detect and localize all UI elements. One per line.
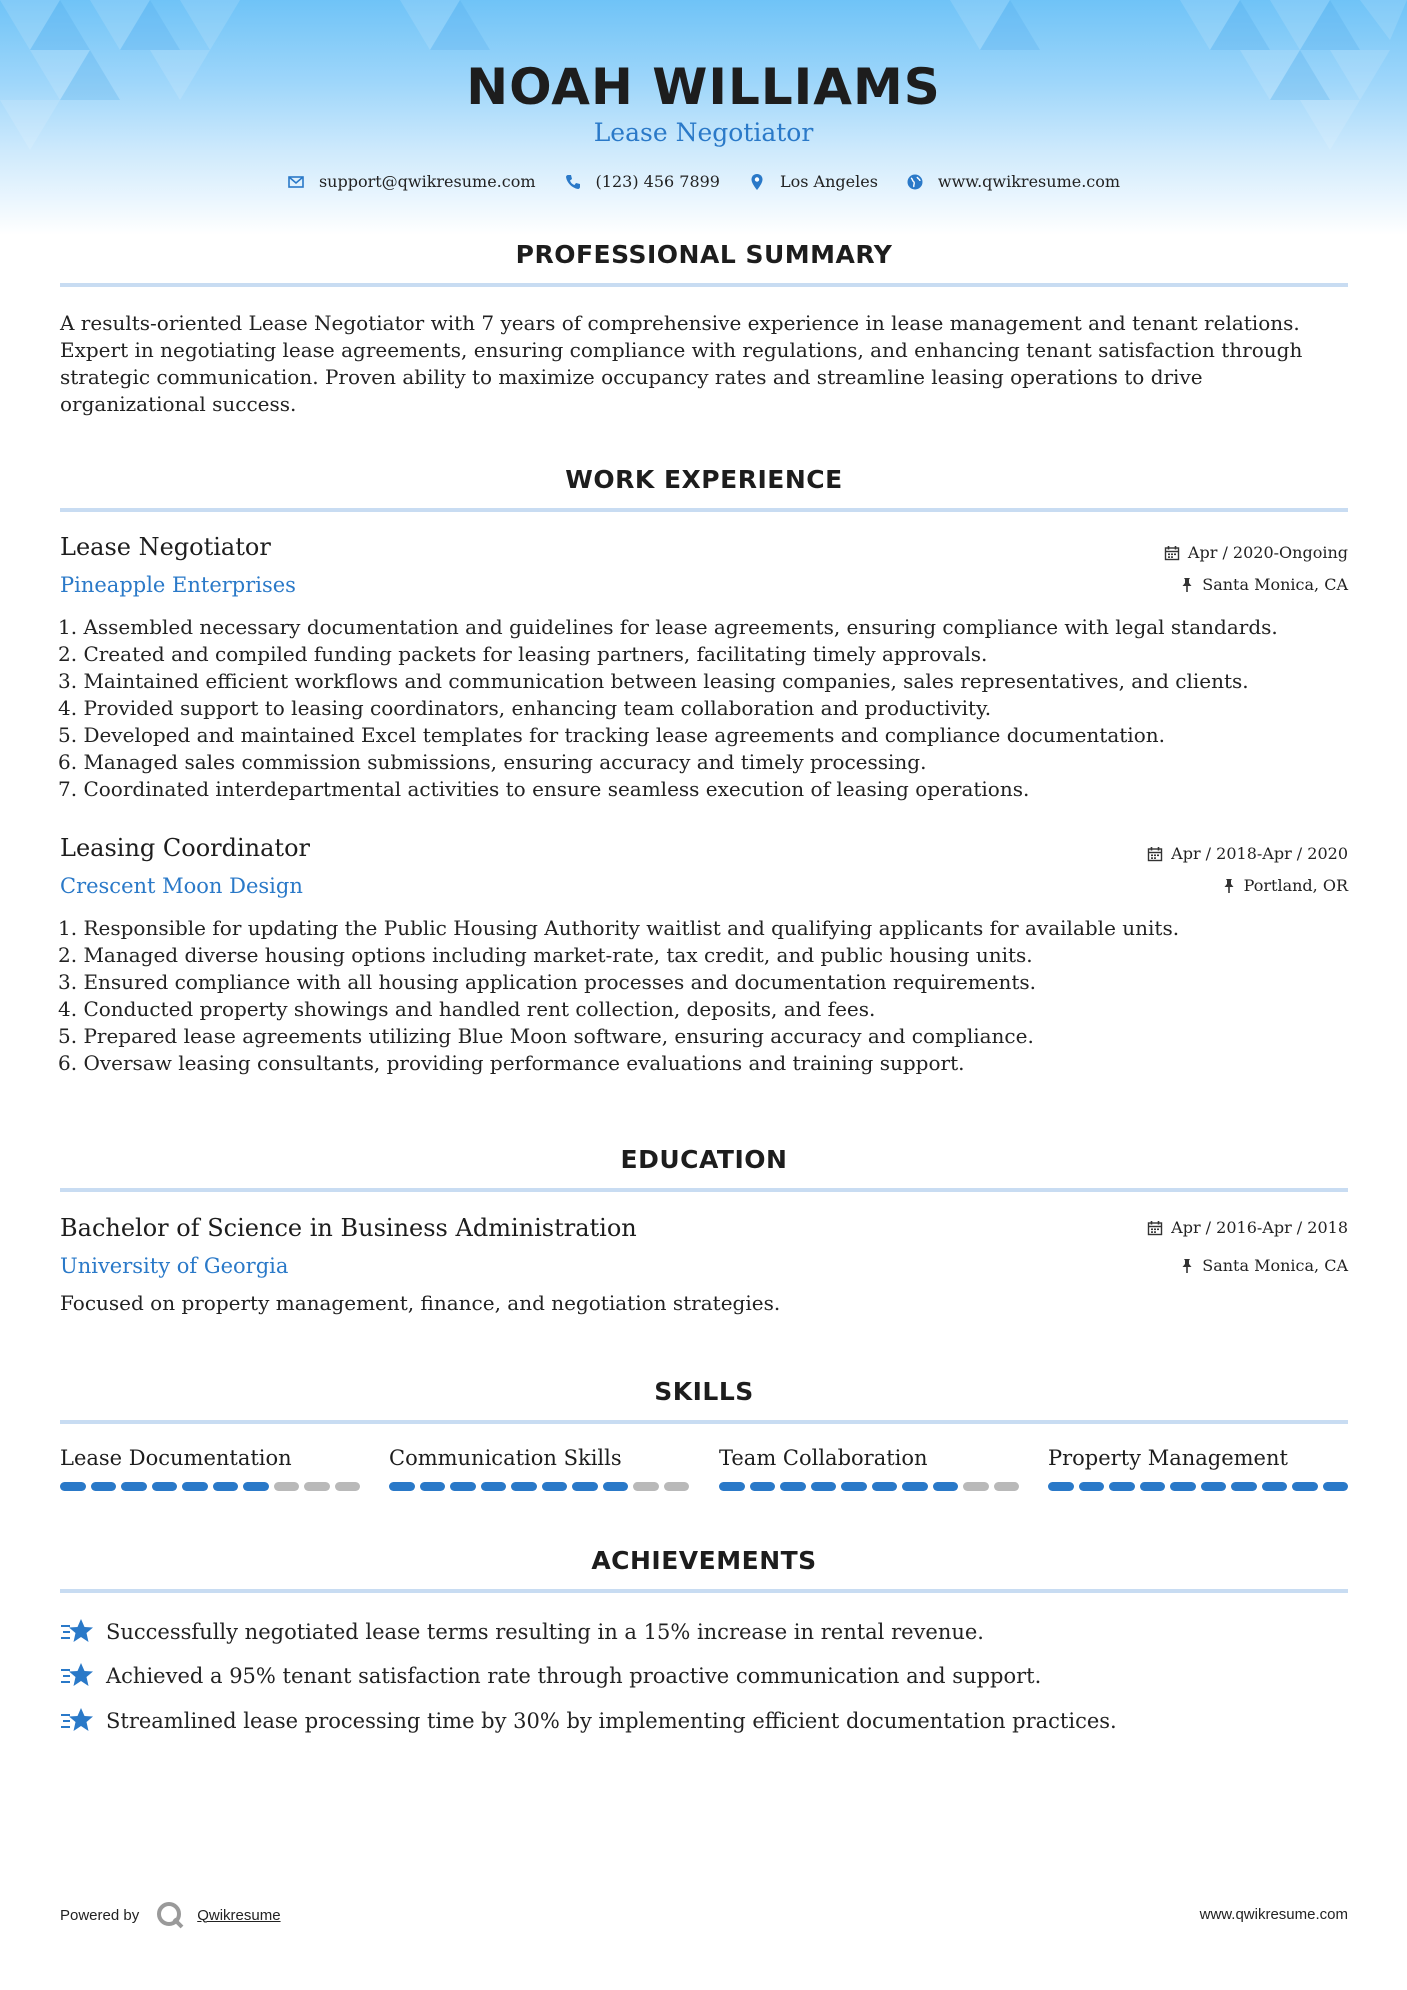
contact-location bbox=[748, 172, 878, 191]
envelope-icon bbox=[287, 173, 305, 191]
school-name: University of Georgia bbox=[60, 1254, 289, 1278]
list-item: 1. Responsible for updating the Public Housing Authority waitlist and qualifying applicants for available units. bbox=[58, 916, 1180, 940]
skill-meter-segment bbox=[213, 1482, 239, 1491]
skill-meter-segment bbox=[933, 1482, 959, 1491]
qwikresume-logo-icon bbox=[155, 1900, 185, 1930]
skill-meter-segment bbox=[994, 1482, 1020, 1491]
skill-meter-segment bbox=[603, 1482, 629, 1491]
list-item: 2. Managed diverse housing options including market-rate, tax credit, and public housing units. bbox=[58, 943, 1033, 967]
achievement-item bbox=[60, 1706, 1117, 1736]
skill-meter-segment bbox=[1048, 1482, 1074, 1491]
skill-meter-segment bbox=[780, 1482, 806, 1491]
skill-meter-segment bbox=[664, 1482, 690, 1491]
education-heading: EDUCATION bbox=[620, 1145, 788, 1174]
skill-meter-segment bbox=[121, 1482, 147, 1491]
skill-meter-segment bbox=[750, 1482, 776, 1491]
experience-heading: WORK EXPERIENCE bbox=[565, 465, 843, 494]
footer-website-link[interactable]: www.qwikresume.com bbox=[1199, 1906, 1348, 1923]
skill-meter-segment bbox=[152, 1482, 178, 1491]
shooting-star-icon bbox=[60, 1706, 94, 1736]
job-location bbox=[1180, 575, 1348, 594]
job-dates-text: Apr / 2018-Apr / 2020 bbox=[1171, 844, 1348, 863]
contact-phone[interactable] bbox=[564, 172, 720, 191]
skill-meter-segment bbox=[274, 1482, 300, 1491]
calendar-icon bbox=[1147, 846, 1163, 862]
skill-meter bbox=[389, 1482, 689, 1491]
skill-meter-segment bbox=[841, 1482, 867, 1491]
skill-label: Communication Skills bbox=[389, 1446, 622, 1470]
calendar-icon bbox=[1164, 545, 1180, 561]
achievements-heading: ACHIEVEMENTS bbox=[591, 1546, 817, 1575]
globe-icon bbox=[906, 173, 924, 191]
job-bullets bbox=[58, 915, 1358, 1077]
map-pin-icon bbox=[748, 173, 766, 191]
list-item: 1. Assembled necessary documentation and guidelines for lease agreements, ensuring compliance with legal standards. bbox=[58, 615, 1278, 639]
skill-meter-segment bbox=[1109, 1482, 1135, 1491]
list-item: 3. Ensured compliance with all housing application processes and documentation requirements. bbox=[58, 970, 1037, 994]
skill-label: Lease Documentation bbox=[60, 1446, 292, 1470]
contact-email-text: support@qwikresume.com bbox=[318, 172, 536, 191]
education-location-text: Santa Monica, CA bbox=[1202, 1256, 1348, 1275]
experience-divider bbox=[60, 508, 1348, 512]
job-dates-text: Apr / 2020-Ongoing bbox=[1187, 543, 1348, 562]
job-location bbox=[1222, 876, 1348, 895]
contact-website-text: www.qwikresume.com bbox=[937, 172, 1121, 191]
skill-meter-segment bbox=[633, 1482, 659, 1491]
skill-meter-segment bbox=[304, 1482, 330, 1491]
candidate-role: Lease Negotiator bbox=[593, 118, 814, 147]
summary-heading: PROFESSIONAL SUMMARY bbox=[515, 240, 893, 269]
skill-meter-segment bbox=[1140, 1482, 1166, 1491]
achievement-text: Successfully negotiated lease terms resulting in a 15% increase in rental revenue. bbox=[106, 1620, 984, 1644]
skill-meter-segment bbox=[902, 1482, 928, 1491]
pushpin-icon bbox=[1180, 577, 1194, 593]
list-item: 5. Prepared lease agreements utilizing Blue Moon software, ensuring accuracy and compliance. bbox=[58, 1024, 1034, 1048]
candidate-name: NOAH WILLIAMS bbox=[466, 58, 941, 116]
list-item: 4. Conducted property showings and handled rent collection, deposits, and fees. bbox=[58, 997, 876, 1021]
shooting-star-icon bbox=[60, 1617, 94, 1647]
job-company: Pineapple Enterprises bbox=[60, 573, 296, 597]
skill-meter-segment bbox=[450, 1482, 476, 1491]
skill-meter-segment bbox=[511, 1482, 537, 1491]
skill-meter-segment bbox=[91, 1482, 117, 1491]
achievement-text: Streamlined lease processing time by 30% by implementing efficient documentation practices. bbox=[106, 1709, 1117, 1733]
skill-meter-segment bbox=[872, 1482, 898, 1491]
skill-meter-segment bbox=[1231, 1482, 1257, 1491]
list-item: 5. Developed and maintained Excel templates for tracking lease agreements and compliance documentation. bbox=[58, 723, 1165, 747]
skill-meter-segment bbox=[182, 1482, 208, 1491]
skill-meter-segment bbox=[811, 1482, 837, 1491]
job-dates bbox=[1147, 844, 1348, 863]
calendar-icon bbox=[1147, 1220, 1163, 1236]
achievement-item bbox=[60, 1661, 1041, 1691]
skill-item bbox=[1048, 1446, 1348, 1491]
skill-meter-segment bbox=[572, 1482, 598, 1491]
skill-item bbox=[60, 1446, 360, 1491]
pushpin-icon bbox=[1222, 878, 1236, 894]
list-item: 3. Maintained efficient workflows and communication between leasing companies, sales representatives, and clients. bbox=[58, 669, 1249, 693]
skill-meter-segment bbox=[1079, 1482, 1105, 1491]
skill-label: Team Collaboration bbox=[719, 1446, 928, 1470]
skill-meter-segment bbox=[60, 1482, 86, 1491]
skills-divider bbox=[60, 1420, 1348, 1424]
skill-meter-segment bbox=[1262, 1482, 1288, 1491]
job-title: Lease Negotiator bbox=[60, 533, 271, 561]
contact-location-text: Los Angeles bbox=[779, 172, 878, 191]
skill-meter-segment bbox=[481, 1482, 507, 1491]
list-item: 7. Coordinated interdepartmental activities to ensure seamless execution of leasing operations. bbox=[58, 777, 1030, 801]
achievements-divider bbox=[60, 1589, 1348, 1593]
job-title: Leasing Coordinator bbox=[60, 834, 310, 862]
job-bullets bbox=[58, 614, 1358, 803]
contact-email[interactable] bbox=[287, 172, 536, 191]
skill-meter-segment bbox=[420, 1482, 446, 1491]
skill-meter-segment bbox=[243, 1482, 269, 1491]
contact-website[interactable] bbox=[906, 172, 1120, 191]
skill-meter-segment bbox=[335, 1482, 361, 1491]
shooting-star-icon bbox=[60, 1661, 94, 1691]
skill-meter-segment bbox=[1292, 1482, 1318, 1491]
list-item: 2. Created and compiled funding packets for leasing partners, facilitating timely approvals. bbox=[58, 642, 988, 666]
footer-powered-by bbox=[60, 1900, 281, 1930]
education-dates-text: Apr / 2016-Apr / 2018 bbox=[1171, 1218, 1348, 1237]
education-dates bbox=[1147, 1218, 1348, 1237]
skill-meter-segment bbox=[719, 1482, 745, 1491]
skill-meter-segment bbox=[1170, 1482, 1196, 1491]
skill-label: Property Management bbox=[1048, 1446, 1288, 1470]
skill-meter bbox=[1048, 1482, 1348, 1491]
skill-meter-segment bbox=[963, 1482, 989, 1491]
skill-meter-segment bbox=[389, 1482, 415, 1491]
degree-title: Bachelor of Science in Business Administration bbox=[60, 1214, 637, 1242]
summary-divider bbox=[60, 283, 1348, 287]
education-location bbox=[1180, 1256, 1348, 1275]
skill-meter bbox=[60, 1482, 360, 1491]
skill-meter bbox=[719, 1482, 1019, 1491]
job-dates bbox=[1164, 543, 1348, 562]
phone-icon bbox=[564, 173, 582, 191]
achievement-text: Achieved a 95% tenant satisfaction rate through proactive communication and support. bbox=[106, 1664, 1042, 1688]
pushpin-icon bbox=[1180, 1258, 1194, 1274]
skill-meter-segment bbox=[1323, 1482, 1349, 1491]
education-divider bbox=[60, 1188, 1348, 1192]
skill-meter-segment bbox=[542, 1482, 568, 1491]
skill-meter-segment bbox=[1201, 1482, 1227, 1491]
skills-heading: SKILLS bbox=[654, 1377, 754, 1406]
qwikresume-link[interactable]: Qwikresume bbox=[197, 1906, 281, 1924]
achievement-item bbox=[60, 1617, 984, 1647]
powered-by-label: Powered by bbox=[60, 1906, 140, 1924]
list-item: 4. Provided support to leasing coordinators, enhancing team collaboration and productivity. bbox=[58, 696, 992, 720]
list-item: 6. Oversaw leasing consultants, providing performance evaluations and training support. bbox=[58, 1051, 965, 1075]
job-location-text: Portland, OR bbox=[1243, 876, 1348, 895]
list-item: 6. Managed sales commission submissions, ensuring accuracy and timely processing. bbox=[58, 750, 927, 774]
contact-phone-text: (123) 456 7899 bbox=[595, 172, 720, 191]
job-location-text: Santa Monica, CA bbox=[1202, 575, 1348, 594]
skill-item bbox=[389, 1446, 689, 1491]
summary-text: A results-oriented Lease Negotiator with 7 years of comprehensive experience in lease management and tenant relations. Expert in negotiating lease agreements, ensuring compliance with regulations, and enhancing tenant satisfaction through strategic communication. Proven ability to maximize occupancy rates and streamline leasing operations to drive organizational success. bbox=[60, 311, 1303, 416]
skill-item bbox=[719, 1446, 1019, 1491]
contact-bar bbox=[0, 172, 1407, 191]
job-company: Crescent Moon Design bbox=[60, 874, 303, 898]
education-description: Focused on property management, finance, and negotiation strategies. bbox=[60, 1291, 781, 1315]
